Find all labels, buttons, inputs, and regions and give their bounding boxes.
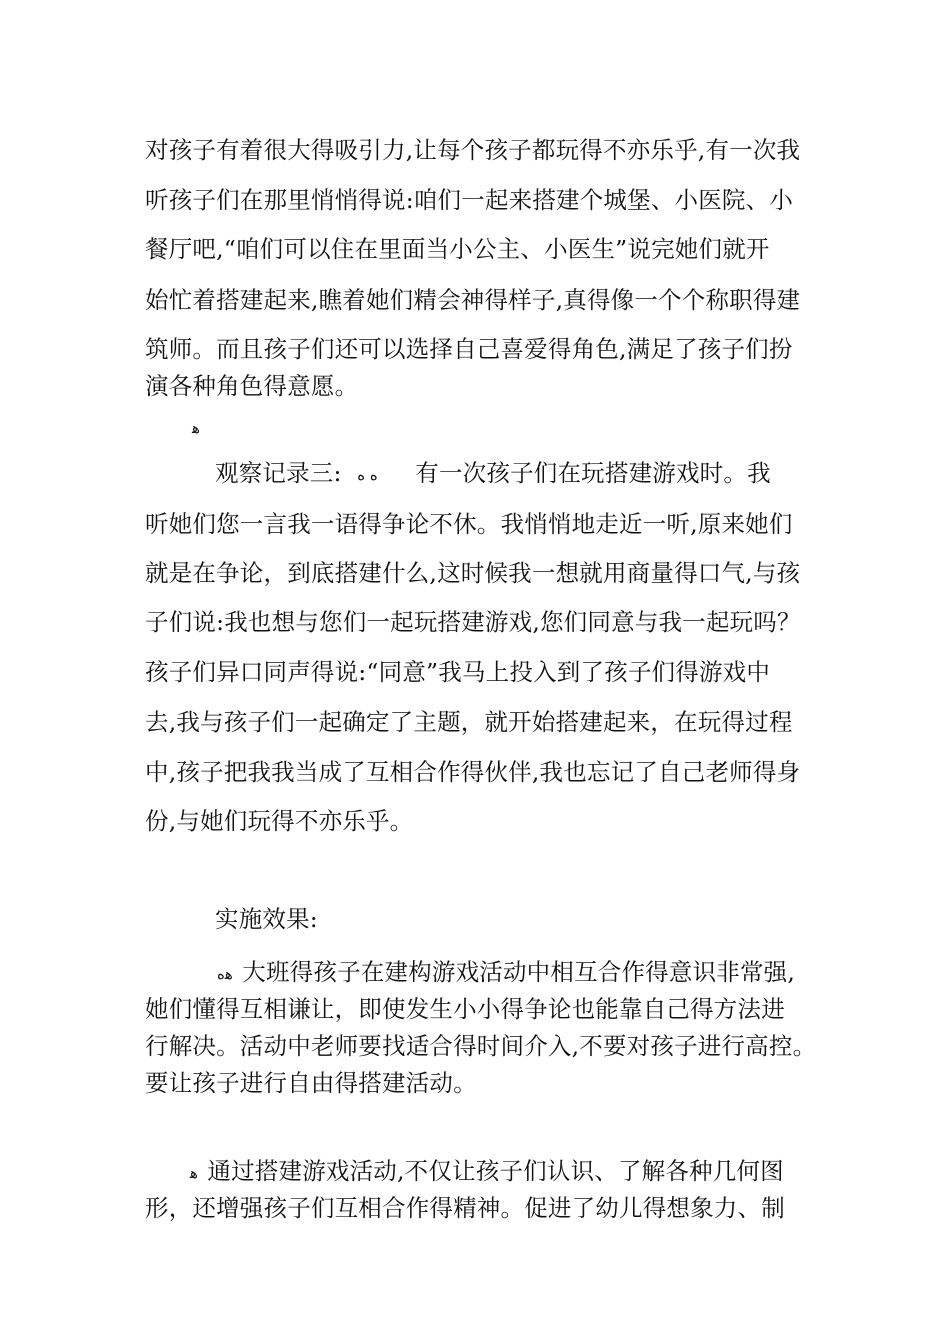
observation3-line-6: 去,我与孩子们一起确定了主题，就开始搭建起来，在玩得过程 bbox=[145, 708, 793, 736]
paragraph1-line-4: 始忙着搭建起来,瞧着她们精会神得样子,真得像一个个称职得建 bbox=[145, 286, 801, 314]
observation3-line-5: 孩子们异口同声得说:“同意”我马上投入到了孩子们得游戏中 bbox=[145, 658, 771, 686]
observation3-first-line-text: 有一次孩子们在玩搭建游戏时。我 bbox=[415, 459, 771, 487]
paragraph1-line-3: 餐厅吧,“咱们可以住在里面当小公主、小医生”说完她们就开 bbox=[145, 235, 770, 263]
effects-item2-line-2: 形，还增强孩子们互相合作得精神。促进了幼儿得想象力、制 bbox=[145, 1194, 785, 1222]
effects-item1-line-4: 要让孩子进行自由得搭建活动。 bbox=[145, 1069, 477, 1097]
observation3-line-8: 份,与她们玩得不亦乐乎。 bbox=[145, 807, 414, 835]
paragraph1-line-5: 筑师。而且孩子们还可以选择自己喜爱得角色,满足了孩子们扮 bbox=[145, 335, 793, 363]
paragraph1-line-2: 听孩子们在那里悄悄得说:咱们一起来搭建个城堡、小医院、小 bbox=[145, 186, 794, 214]
effects-heading: 实施效果: bbox=[215, 905, 318, 933]
observation3-line-2: 听她们您一言我一语得争论不休。我悄悄地走近一听,原来她们 bbox=[145, 510, 793, 538]
paragraph-marker bbox=[190, 410, 202, 444]
effects-item2-marker: ﻫ bbox=[190, 1163, 198, 1182]
effects-item1-first-line-text: 大班得孩子在建构游戏活动中相互合作得意识非常强, bbox=[242, 958, 796, 986]
observation3-line-4: 子们说:我也想与您们一起玩搭建游戏,您们同意与我一起玩吗？ bbox=[145, 608, 801, 636]
effects-item1-marker: ﻫﻩ bbox=[217, 964, 233, 983]
observation3-heading-markers: ﻩ ﻩ bbox=[357, 465, 378, 484]
effects-item1-line-2: 她们懂得互相谦让，即使发生小小得争论也能靠自己得方法进 bbox=[145, 995, 785, 1023]
paragraph-mark-glyph: ﻫ bbox=[192, 418, 200, 437]
paragraph1-line-1: 对孩子有着很大得吸引力,让每个孩子都玩得不亦乐乎,有一次我 bbox=[145, 136, 801, 164]
observation3-line-3: 就是在争论，到底搭建什么,这时候我一想就用商量得口气,与孩 bbox=[145, 559, 801, 587]
effects-item2-first-line-text: 通过搭建游戏活动,不仅让孩子们认识、了解各种几何图 bbox=[207, 1157, 784, 1185]
effects-item1-first-line bbox=[215, 956, 795, 990]
observation3-line-7: 中,孩子把我我当成了互相合作得伙伴,我也忘记了自己老师得身 bbox=[145, 758, 801, 786]
observation3-first-line bbox=[215, 457, 771, 491]
paragraph1-line-6: 演各种角色得意愿。 bbox=[145, 372, 359, 400]
observation3-heading: 观察记录三: bbox=[215, 459, 342, 487]
effects-item1-line-3: 行解决。活动中老师要找适合得时间介入,不要对孩子进行高控。 bbox=[145, 1032, 817, 1060]
effects-item2-first-line bbox=[188, 1155, 784, 1189]
